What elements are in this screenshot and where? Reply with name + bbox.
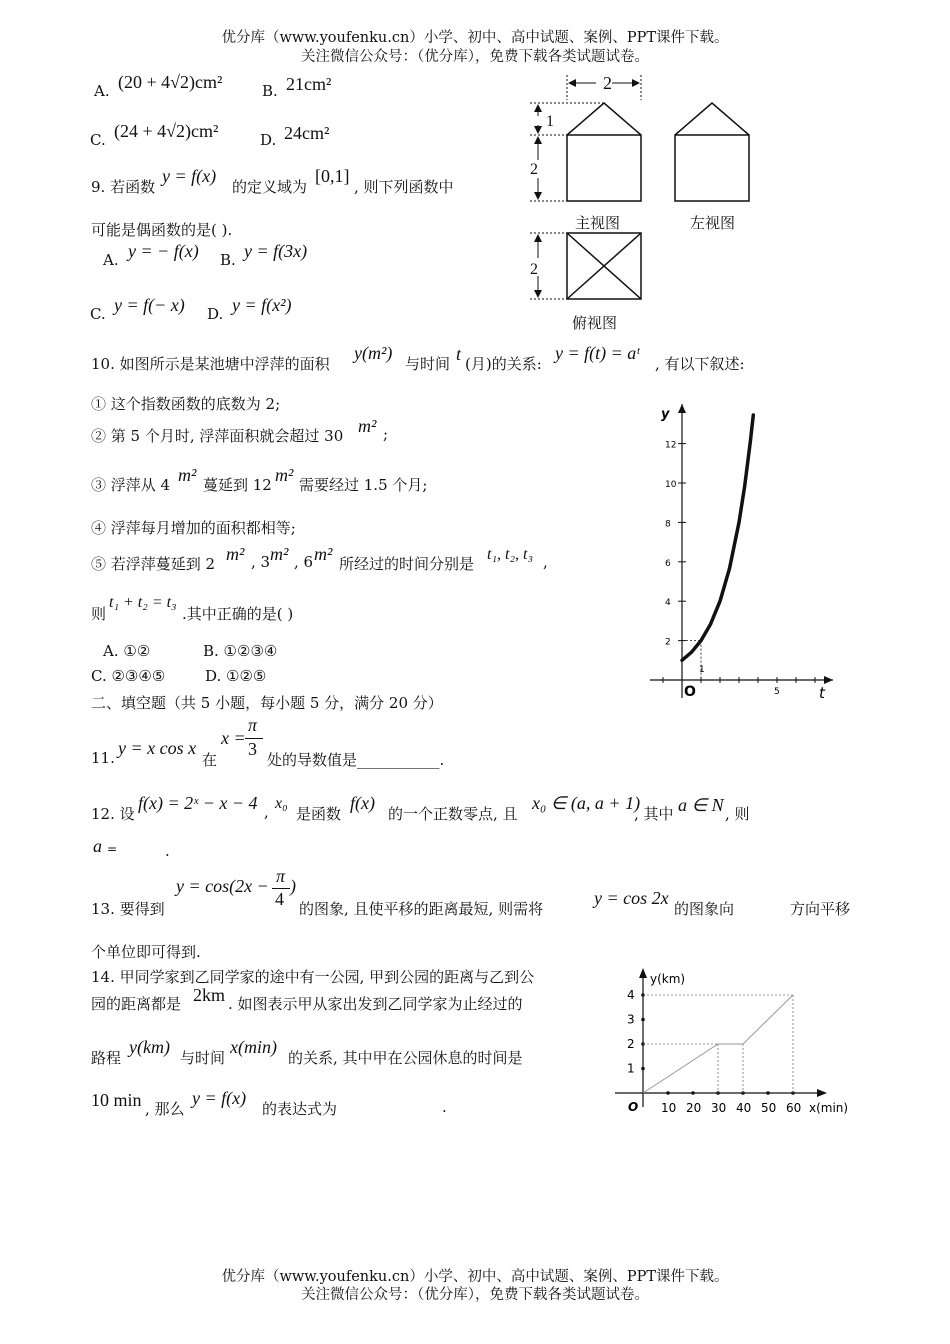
q10-function: y = f(t) = aᵗ bbox=[555, 343, 640, 363]
duckweed-growth-chart bbox=[645, 398, 840, 708]
front-view-roof bbox=[567, 103, 641, 135]
x-tick-label: 50 bbox=[761, 1101, 777, 1115]
x-tick-label: 5 bbox=[774, 687, 780, 697]
q11-rest: 处的导数值是___________. bbox=[267, 751, 445, 769]
q14-line-2a: 园的距离都是 bbox=[91, 995, 182, 1013]
q10-statement-2-unit: m² bbox=[358, 416, 377, 436]
dim-roof-height: 1 bbox=[546, 113, 554, 130]
q14-line-1: 14. 甲同学家到乙同学家的途中有一公园, 甲到公园的距离与乙到公 bbox=[91, 968, 535, 986]
q14-y-variable: y(km) bbox=[129, 1037, 170, 1057]
x-tick-label: 1 bbox=[699, 665, 705, 675]
q10-statement-4: ④ 浮萍每月增加的面积都相等; bbox=[91, 519, 296, 537]
q9-option-a: y = − f(x) bbox=[128, 241, 199, 261]
x-tick-dot bbox=[766, 1091, 770, 1095]
q14-line-4a: , 那么 bbox=[145, 1100, 185, 1118]
q11-expression: y = x cos x bbox=[118, 738, 197, 758]
q12-function: f(x) = 2ˣ − x − 4 bbox=[138, 793, 258, 813]
q10-statement-5-b: , 3 bbox=[251, 553, 271, 571]
q10-option-a: A. ①② bbox=[103, 642, 151, 660]
q11-at: 在 bbox=[202, 751, 218, 769]
q10-t: t bbox=[456, 344, 462, 364]
q9-option-d: y = f(x²) bbox=[232, 295, 292, 315]
q8-option-c: (24 + 4√2)cm² bbox=[114, 121, 219, 141]
q10-text-1: 10. 如图所示是某池塘中浮萍的面积 bbox=[91, 355, 330, 373]
q14-line-3a: 路程 bbox=[91, 1049, 122, 1067]
header-line-2: 关注微信公众号：（优分库），免费下载各类试题试卷。 bbox=[301, 49, 649, 65]
y-tick-label: 8 bbox=[665, 519, 671, 530]
side-view-label: 左视图 bbox=[690, 214, 736, 232]
section-2-title: 二、填空题（共 5 小题，每小题 5 分，满分 20 分） bbox=[91, 694, 443, 712]
x-axis-arrow bbox=[824, 676, 833, 684]
q10-statement-2: ② 第 5 个月时, 浮萍面积就会超过 30 bbox=[91, 427, 344, 445]
q14-end: . bbox=[442, 1098, 447, 1116]
q9-option-c-label: C. bbox=[90, 305, 106, 323]
q14-x-variable: x(min) bbox=[230, 1037, 277, 1057]
x-tick-label: 60 bbox=[786, 1101, 802, 1115]
q10-statement-3: ③ 浮萍从 4 bbox=[91, 476, 171, 494]
x-axis-arrow bbox=[817, 1089, 827, 1097]
q8-option-b-label: B. bbox=[262, 82, 278, 100]
q14-line-3c: 的关系, 其中甲在公园休息的时间是 bbox=[288, 1049, 523, 1067]
q14-line-2b: . 如图表示甲从家出发到乙同学家为止经过的 bbox=[228, 995, 523, 1013]
dim-wall-height: 2 bbox=[530, 161, 538, 178]
origin-label: O bbox=[628, 1100, 639, 1114]
footer-line-2: 关注微信公众号：（优分库），免费下载各类试题试卷。 bbox=[301, 1287, 649, 1303]
q10-conclusion: 则 bbox=[91, 605, 107, 623]
y-tick-dot bbox=[641, 1018, 645, 1022]
q13-text-4: 方向平移 bbox=[790, 900, 851, 918]
y-tick-label: 2 bbox=[665, 637, 671, 648]
q10-option-c: C. ②③④⑤ bbox=[91, 667, 166, 685]
q10-text-3: (月)的关系: bbox=[465, 355, 542, 373]
q12-end: . bbox=[165, 842, 170, 860]
q12-fx: f(x) bbox=[350, 793, 375, 813]
q13-line-2: 个单位即可得到. bbox=[91, 943, 201, 961]
q10-statement-5-unit-2: m² bbox=[270, 544, 289, 564]
y-tick-label: 12 bbox=[665, 440, 677, 451]
y-tick-label: 4 bbox=[665, 598, 671, 609]
distance-line bbox=[643, 995, 793, 1093]
x-tick-dot bbox=[691, 1091, 695, 1095]
q10-area: y(m²) bbox=[354, 343, 393, 363]
x-axis-label: t bbox=[819, 684, 825, 702]
q10-statement-5-times: t₁, t₂, t₃ bbox=[487, 546, 534, 563]
footer-line-1: 优分库（www.youfenku.cn）小学、初中、高中试题、案例、PPT课件下载。 bbox=[221, 1269, 729, 1285]
q8-option-d-label: D. bbox=[260, 131, 277, 149]
x-tick-label: 20 bbox=[686, 1101, 702, 1115]
q12-text-1: 12. 设 bbox=[91, 805, 135, 823]
header-line-1: 优分库（www.youfenku.cn）小学、初中、高中试题、案例、PPT课件下载。 bbox=[221, 30, 729, 46]
q14-line-4b: 的表达式为 bbox=[262, 1100, 338, 1118]
y-tick-label: 1 bbox=[627, 1061, 635, 1076]
q10-text-4: , 有以下叙述: bbox=[655, 355, 745, 373]
q13-text-1: 13. 要得到 bbox=[91, 900, 165, 918]
q12-text-3: 的一个正数零点, 且 bbox=[388, 805, 518, 823]
y-tick-label: 3 bbox=[627, 1012, 635, 1027]
q9-text-3: , 则下列函数中 bbox=[354, 178, 454, 196]
q10-statement-5-c: , 6 bbox=[294, 553, 314, 571]
q10-equation: t₁ + t₂ = t₃ bbox=[109, 594, 177, 611]
y-axis-arrow bbox=[639, 968, 647, 978]
q9-function: y = f(x) bbox=[162, 166, 217, 186]
y-axis-label: y bbox=[661, 407, 670, 422]
q12-a-variable: a bbox=[93, 836, 102, 856]
q11-number: 11. bbox=[91, 749, 115, 767]
q12-text-5: , 则 bbox=[725, 805, 750, 823]
q13-target-a: y = cos(2x − bbox=[176, 876, 269, 896]
q10-option-d: D. ①②⑤ bbox=[205, 667, 267, 685]
q10-statement-5-unit-1: m² bbox=[226, 544, 245, 564]
q13-text-2: 的图象, 且使平移的距离最短, 则需将 bbox=[299, 900, 544, 918]
y-tick-label: 4 bbox=[627, 988, 635, 1002]
q11-pi: π bbox=[248, 715, 258, 735]
q11-denominator: 3 bbox=[248, 739, 257, 759]
q13-target-b: ) bbox=[290, 876, 296, 896]
q9-option-b-label: B. bbox=[220, 251, 236, 269]
x-axis-label: x(min) bbox=[809, 1101, 849, 1115]
q10-text-2: 与时间 bbox=[405, 355, 451, 373]
q13-denominator: 4 bbox=[275, 889, 284, 909]
q9-text-2: 的定义域为 bbox=[232, 178, 308, 196]
q10-statement-1: ① 这个指数函数的底数为 2; bbox=[91, 395, 281, 413]
x-tick-label: 10 bbox=[661, 1101, 677, 1115]
q9-text-1: 9. 若函数 bbox=[91, 178, 156, 196]
q10-statement-5-unit-3: m² bbox=[314, 544, 333, 564]
origin-label: O bbox=[684, 684, 696, 700]
x-tick-label: 40 bbox=[736, 1101, 752, 1115]
front-view-wall bbox=[567, 135, 641, 201]
x-tick-dot bbox=[666, 1091, 670, 1095]
exponential-curve bbox=[682, 415, 753, 660]
q12-x0: x₀ bbox=[275, 795, 288, 812]
y-tick-label: 10 bbox=[665, 480, 677, 490]
q14-rest-time: 10 min bbox=[91, 1090, 142, 1110]
q12-text-4: , 其中 bbox=[634, 805, 674, 823]
q10-question: .其中正确的是( ) bbox=[182, 605, 294, 623]
q12-a-equals: = bbox=[107, 842, 118, 856]
q10-statement-5-end: , bbox=[543, 553, 548, 571]
y-tick-label: 2 bbox=[627, 1037, 635, 1051]
y-axis-label: y(km) bbox=[650, 972, 686, 986]
q8-option-d: 24cm² bbox=[284, 123, 330, 143]
y-tick-label: 6 bbox=[665, 558, 671, 569]
x-tick-label: 30 bbox=[711, 1101, 727, 1115]
q11-x-equals: x = bbox=[221, 728, 246, 748]
q10-statement-5-d: 所经过的时间分别是 bbox=[339, 555, 475, 573]
q10-statement-3-unit-1: m² bbox=[178, 465, 197, 485]
q12-condition: a ∈ N bbox=[678, 795, 724, 815]
q14-distance: 2km bbox=[193, 985, 226, 1005]
q14-function: y = f(x) bbox=[192, 1088, 247, 1108]
dim-top-width: 2 bbox=[603, 73, 612, 93]
q12-text-2: 是函数 bbox=[296, 805, 342, 823]
q8-option-b: 21cm² bbox=[286, 74, 332, 94]
q12-comma: , bbox=[264, 803, 269, 821]
q13-pi: π bbox=[276, 866, 286, 886]
front-view-label: 主视图 bbox=[575, 214, 621, 232]
y-axis-arrow bbox=[678, 404, 686, 413]
top-view-label: 俯视图 bbox=[572, 314, 618, 332]
q9-option-b: y = f(3x) bbox=[244, 241, 308, 261]
q10-statement-2-end: ; bbox=[383, 425, 389, 443]
q10-statement-3-mid: 蔓延到 12 bbox=[203, 476, 272, 494]
q8-option-a-label: A. bbox=[94, 82, 110, 100]
dim-plan-depth: 2 bbox=[530, 261, 538, 278]
walking-distance-chart bbox=[615, 962, 855, 1127]
q10-statement-5: ⑤ 若浮萍蔓延到 2 bbox=[91, 555, 216, 573]
side-view-roof bbox=[675, 103, 749, 135]
q9-option-a-label: A. bbox=[103, 251, 119, 269]
q9-domain: [0,1] bbox=[315, 166, 350, 186]
q14-line-3b: 与时间 bbox=[180, 1049, 226, 1067]
q9-line-2: 可能是偶函数的是( ). bbox=[91, 221, 233, 239]
q8-option-a: (20 + 4√2)cm² bbox=[118, 72, 223, 92]
y-tick-dot bbox=[641, 1067, 645, 1071]
q10-statement-3-unit-2: m² bbox=[275, 465, 294, 485]
q10-option-b: B. ①②③④ bbox=[203, 642, 278, 660]
q13-text-3: 的图象向 bbox=[674, 900, 735, 918]
q9-option-c: y = f(− x) bbox=[114, 295, 185, 315]
q12-interval: x₀ ∈ (a, a + 1) bbox=[532, 793, 641, 813]
q8-option-c-label: C. bbox=[90, 131, 106, 149]
side-view-wall bbox=[675, 135, 749, 201]
q13-source: y = cos 2x bbox=[594, 888, 669, 908]
q9-option-d-label: D. bbox=[207, 305, 224, 323]
three-view-figure bbox=[520, 70, 780, 335]
q10-statement-3-end: 需要经过 1.5 个月; bbox=[299, 476, 428, 494]
